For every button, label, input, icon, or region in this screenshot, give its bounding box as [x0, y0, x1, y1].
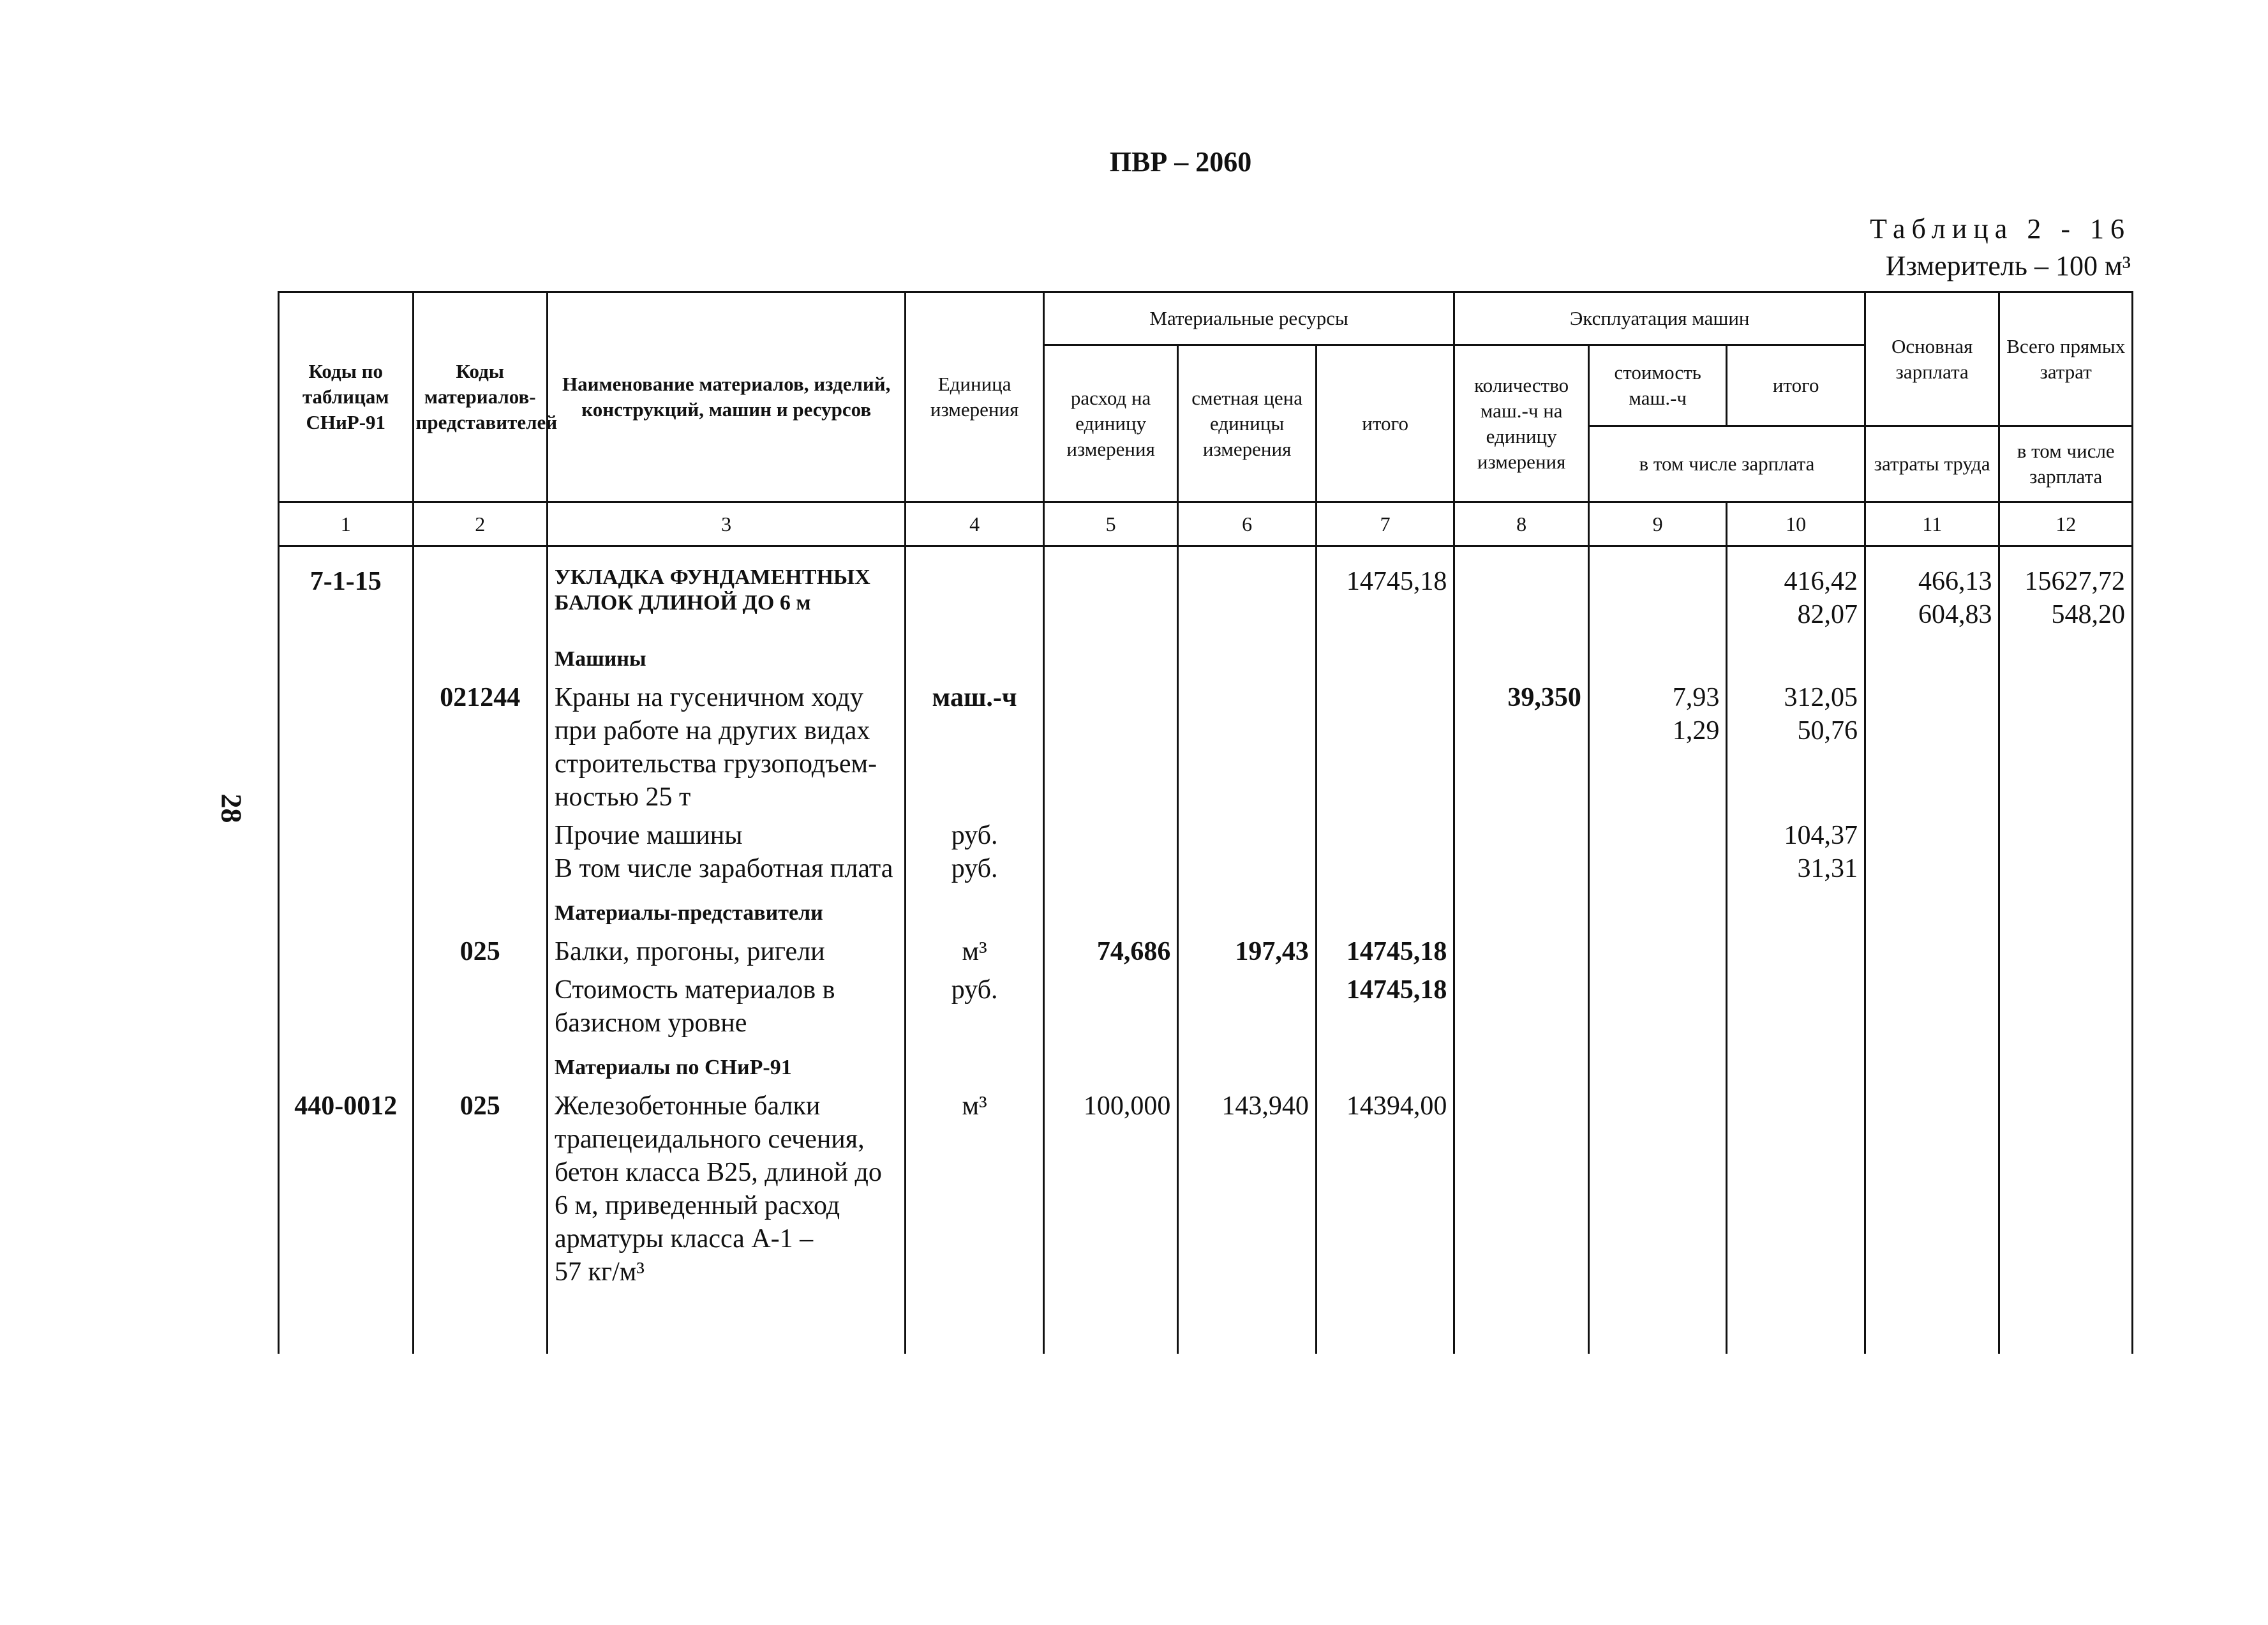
rc-beams-snir-code: 440-0012 [279, 1087, 414, 1291]
header-including-wage: в том числе зарплата [1588, 426, 1865, 502]
table-row-rc-beams [279, 1087, 2133, 1291]
material-cost-name-line: Стоимость материалов в [555, 975, 835, 1005]
crane-hour-cost-value: 7,93 [1672, 683, 1720, 712]
material-cost-name-line: базисном уровне [555, 1008, 747, 1038]
resource-table [278, 291, 2133, 1354]
table-body [279, 546, 2133, 1354]
beams-code: 025 [413, 932, 548, 971]
crane-total [1727, 678, 1865, 816]
header-hour-cost: стоимость маш.-ч [1588, 345, 1727, 426]
header-including-wage-total: в том числе зарплата [1999, 426, 2133, 502]
work-total-direct [1999, 562, 2133, 634]
work-material-total: 14745,18 [1316, 562, 1454, 634]
table-row-section-representatives [279, 888, 2133, 932]
table-row-work [279, 562, 2133, 634]
table-row-filler [279, 1291, 2133, 1354]
other-machines-name-line: Прочие машины [555, 821, 743, 850]
header-total-direct: Всего прямых затрат [1999, 292, 2133, 426]
rc-beams-name-line: трапецеидального сечения, [555, 1125, 865, 1154]
column-number: 3 [548, 502, 906, 546]
crane-hour-cost [1588, 678, 1727, 816]
header-group-material: Материальные ресурсы [1043, 292, 1454, 345]
crane-name [548, 678, 906, 816]
column-number: 6 [1178, 502, 1317, 546]
rc-beams-name-line: 57 кг/м³ [555, 1257, 645, 1287]
header-representative-codes: Коды материалов-представителей [413, 292, 548, 502]
beams-name: Балки, прогоны, ригели [548, 932, 906, 971]
header-labor: затраты труда [1865, 426, 1999, 502]
unit-label: Измеритель – 100 м³ [1885, 250, 2131, 281]
crane-unit: маш.-ч [906, 678, 1044, 816]
header-mach-total: итого [1727, 345, 1865, 426]
work-total-wage-value: 548,20 [2051, 600, 2125, 629]
column-number: 1 [279, 502, 414, 546]
other-machines-wage-line: В том числе заработная плата [555, 854, 893, 883]
work-machine-total-value: 416,42 [1784, 567, 1858, 596]
crane-code: 021244 [413, 678, 548, 816]
rc-beams-name-line: арматуры класса А-1 – [555, 1224, 814, 1254]
section-representatives-heading: Материалы-представители [548, 888, 906, 932]
crane-total-value: 312,05 [1784, 683, 1858, 712]
table-row-section-snir [279, 1042, 2133, 1087]
material-cost-name [548, 971, 906, 1042]
beams-total: 14745,18 [1316, 932, 1454, 971]
work-name-line: УКЛАДКА ФУНДАМЕНТНЫХ [555, 565, 870, 589]
table-header [279, 292, 2133, 546]
column-number: 8 [1454, 502, 1589, 546]
work-total-direct-value: 15627,72 [2024, 567, 2125, 596]
other-machines-unit-value: руб. [951, 821, 998, 850]
beams-unit: м³ [906, 932, 1044, 971]
material-cost-unit: руб. [906, 971, 1044, 1042]
crane-total-wage-value: 50,76 [1797, 716, 1858, 745]
column-number: 7 [1316, 502, 1454, 546]
beams-price: 197,43 [1178, 932, 1317, 971]
rc-beams-code: 025 [413, 1087, 548, 1291]
column-number: 2 [413, 502, 548, 546]
other-machines-wage-unit-value: руб. [951, 854, 998, 883]
column-number: 5 [1043, 502, 1178, 546]
work-base-wage [1865, 562, 1999, 634]
crane-name-line: ностью 25 т [555, 783, 691, 812]
work-machine-wage-value: 82,07 [1797, 600, 1858, 629]
other-machines-name [548, 816, 906, 888]
work-labor-value: 604,83 [1918, 600, 1992, 629]
section-machines-heading: Машины [548, 634, 906, 678]
table-label: Таблица 2 - 16 [1870, 213, 2131, 244]
page-number: 28 [215, 793, 248, 823]
other-machines-total [1727, 816, 1865, 888]
header-base-wage: Основная зарплата [1865, 292, 1999, 426]
header-group-machines: Эксплуатация машин [1454, 292, 1865, 345]
spacer-row [279, 546, 2133, 563]
header-name: Наименование материалов, изделий, конструкций, машин и ресурсов [548, 292, 906, 502]
column-number: 11 [1865, 502, 1999, 546]
section-snir-heading: Материалы по СНиР-91 [548, 1042, 906, 1087]
table-row-material-cost [279, 971, 2133, 1042]
work-code: 7-1-15 [279, 562, 414, 634]
work-machine-total [1727, 562, 1865, 634]
crane-name-line: при работе на других видах [555, 716, 870, 745]
header-price: сметная цена единицы измерения [1178, 345, 1317, 502]
crane-name-line: Краны на гусеничном ходу [555, 683, 863, 712]
other-machines-total-value: 104,37 [1784, 821, 1858, 850]
rc-beams-price: 143,940 [1178, 1087, 1317, 1291]
crane-hour-wage-value: 1,29 [1672, 716, 1720, 745]
rc-beams-total: 14394,00 [1316, 1087, 1454, 1291]
rc-beams-rate: 100,000 [1043, 1087, 1178, 1291]
material-cost-total: 14745,18 [1316, 971, 1454, 1042]
other-machines-unit [906, 816, 1044, 888]
crane-name-line: строительства грузоподъем- [555, 749, 877, 779]
rc-beams-name-line: 6 м, приведенный расход [555, 1191, 840, 1220]
header-mat-total: итого [1316, 345, 1454, 502]
table-row-section-machines [279, 634, 2133, 678]
resource-table-wrapper [278, 291, 2133, 1440]
column-number: 10 [1727, 502, 1865, 546]
header-unit: Единица измерения [906, 292, 1044, 502]
rc-beams-name-line: Железобетонные балки [555, 1091, 821, 1121]
column-number: 4 [906, 502, 1044, 546]
work-name-line: БАЛОК ДЛИНОЙ ДО 6 м [555, 591, 811, 615]
rc-beams-name [548, 1087, 906, 1291]
work-base-wage-value: 466,13 [1918, 567, 1992, 596]
rc-beams-name-line: бетон класса В25, длиной до [555, 1158, 882, 1187]
work-name [548, 562, 906, 634]
table-caption [1870, 211, 2131, 285]
other-machines-wage-value: 31,31 [1797, 854, 1858, 883]
header-snir-codes: Коды по таблицам СНиР-91 [279, 292, 414, 502]
table-row-other-machines [279, 816, 2133, 888]
header-rate: расход на единицу измерения [1043, 345, 1178, 502]
table-row-beams [279, 932, 2133, 971]
column-number: 9 [1588, 502, 1727, 546]
beams-rate: 74,686 [1043, 932, 1178, 971]
header-machine-hours: количество маш.-ч на единицу измерения [1454, 345, 1589, 502]
crane-machine-hours: 39,350 [1454, 678, 1589, 816]
document-title: ПВР – 2060 [1109, 146, 1252, 177]
column-number: 12 [1999, 502, 2133, 546]
rc-beams-unit: м³ [906, 1087, 1044, 1291]
table-row-crane [279, 678, 2133, 816]
